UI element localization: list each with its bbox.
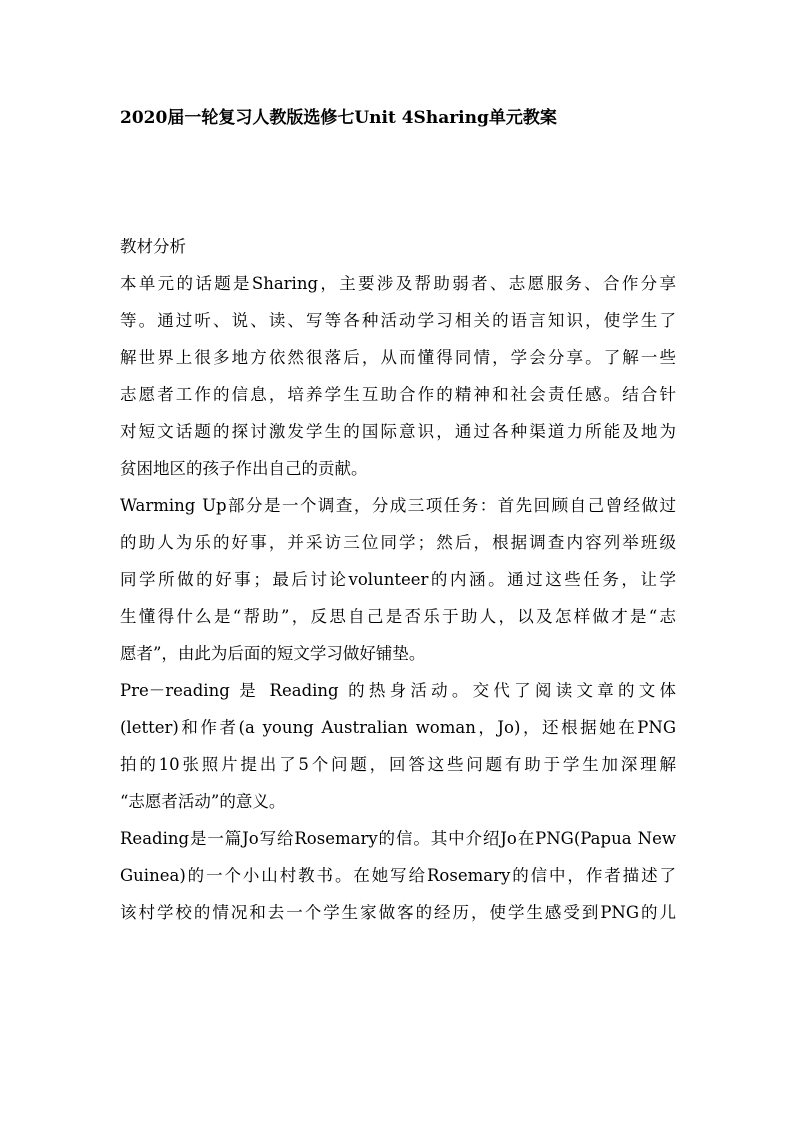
- paragraph-topic: [120, 265, 676, 487]
- paragraph-line: 贫困地区的孩子作出自己的贡献。: [120, 459, 368, 478]
- paragraph-line: 生懂得什么是“帮助”，反思自己是否乐于助人，以及怎样做才是“志: [120, 607, 676, 626]
- paragraph-line: Guinea)的一个小山村教书。在她写给Rosemary的信中，作者描述了: [120, 866, 676, 885]
- paragraph-pre-reading: [120, 672, 676, 820]
- document-body: [120, 228, 676, 931]
- paragraph-line: 该村学校的情况和去一个学生家做客的经历，使学生感受到PNG的儿: [120, 903, 676, 922]
- section-heading: 教材分析: [120, 237, 186, 256]
- paragraph-line: Warming Up部分是一个调查，分成三项任务：首先回顾自己曾经做过: [120, 496, 676, 515]
- paragraph-line: (letter)和作者(a young Australian woman，Jo)，还根据她在PNG: [120, 718, 676, 737]
- paragraph-line: Reading是一篇Jo写给Rosemary的信。其中介绍Jo在PNG(Papua New: [120, 829, 676, 848]
- paragraph-line: 对短文话题的探讨激发学生的国际意识，通过各种渠道力所能及地为: [120, 422, 676, 441]
- paragraph-reading: [120, 820, 676, 931]
- paragraph-line: 等。通过听、说、读、写等各种活动学习相关的语言知识，使学生了: [120, 311, 676, 330]
- paragraph-line: “志愿者活动”的意义。: [120, 792, 286, 811]
- paragraph-line: Pre－reading 是 Reading 的热身活动。交代了阅读文章的文体: [120, 681, 676, 700]
- paragraph-line: 同学所做的好事；最后讨论volunteer的内涵。通过这些任务，让学: [120, 570, 676, 589]
- paragraph-line: 的助人为乐的好事，并采访三位同学；然后，根据调查内容列举班级: [120, 533, 676, 552]
- paragraph-line: 拍的10张照片提出了5个问题，回答这些问题有助于学生加深理解: [120, 755, 676, 774]
- paragraph-line: 愿者”，由此为后面的短文学习做好铺垫。: [120, 644, 426, 663]
- paragraph-warming-up: [120, 487, 676, 672]
- paragraph-line: 本单元的话题是Sharing，主要涉及帮助弱者、志愿服务、合作分享: [120, 274, 676, 293]
- paragraph-line: 志愿者工作的信息，培养学生互助合作的精神和社会责任感。结合针: [120, 385, 676, 404]
- document-title: 2020届一轮复习人教版选修七Unit 4Sharing单元教案: [120, 108, 557, 128]
- paragraph-line: 解世界上很多地方依然很落后，从而懂得同情，学会分享。了解一些: [120, 348, 676, 367]
